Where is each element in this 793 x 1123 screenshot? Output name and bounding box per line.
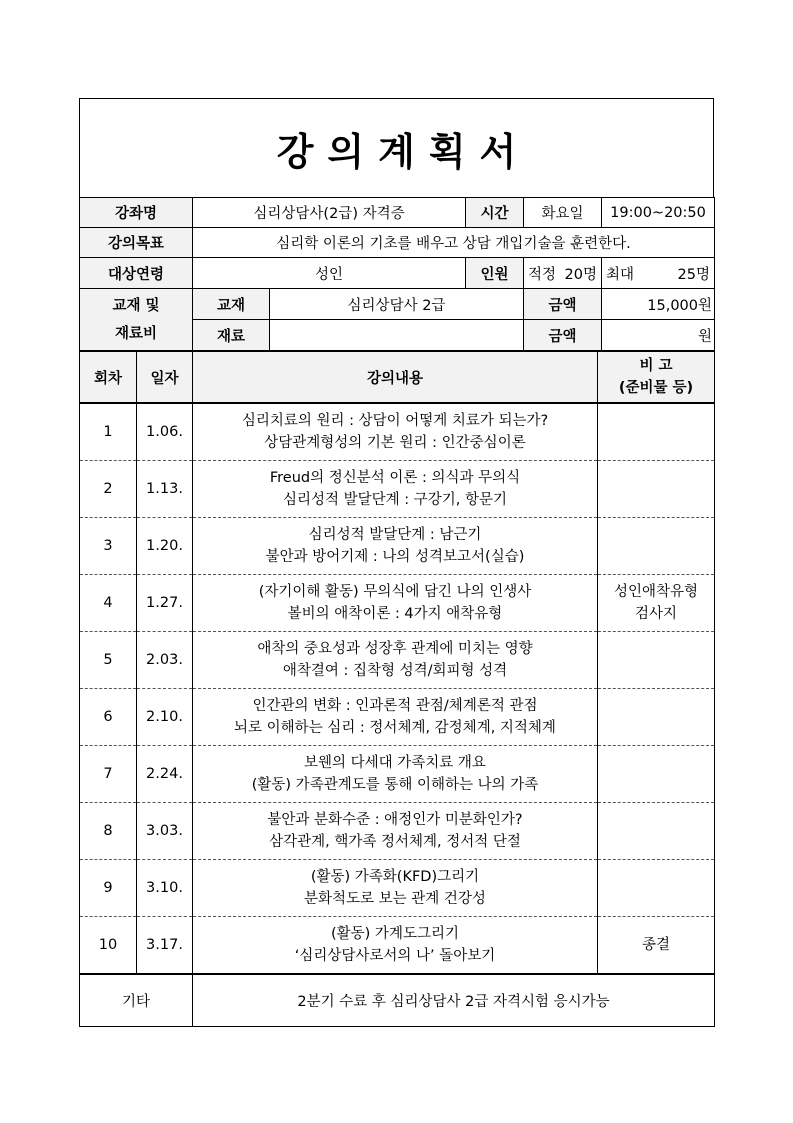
session-number: 7 xyxy=(80,746,137,803)
session-row xyxy=(80,860,715,917)
min-value: 20명 xyxy=(564,266,597,283)
course-name-row xyxy=(80,198,715,228)
course-info-table xyxy=(79,197,715,351)
session-content xyxy=(193,632,598,689)
other-row xyxy=(80,975,715,1027)
supplies-label: 재료 xyxy=(193,320,270,351)
schedule-header-row xyxy=(80,352,715,403)
session-row xyxy=(80,689,715,746)
min-label: 적정 xyxy=(528,266,557,283)
session-content-line1: 심리치료의 원리 : 상담이 어떻게 치료가 되는가? xyxy=(241,413,549,429)
session-row xyxy=(80,917,715,974)
note-header xyxy=(598,352,715,403)
session-number: 2 xyxy=(80,461,137,518)
textbook-row xyxy=(80,289,715,320)
session-content xyxy=(193,461,598,518)
note-header-line2: (준비물 등) xyxy=(618,380,694,396)
goal-value: 심리학 이론의 기초를 배우고 상담 개입기술을 훈련한다. xyxy=(193,228,715,258)
session-row xyxy=(80,518,715,575)
session-content-line1: 불안과 분화수준 : 애정인가 미분화인가? xyxy=(267,812,523,828)
session-note-line2: 검사지 xyxy=(634,606,678,622)
session-row xyxy=(80,632,715,689)
goal-label: 강의목표 xyxy=(80,228,193,258)
session-content-line2: 심리성적 발달단계 : 구강기, 항문기 xyxy=(282,492,508,508)
session-row xyxy=(80,803,715,860)
session-number: 10 xyxy=(80,917,137,974)
textbook-label: 교재 xyxy=(193,289,270,320)
sessions-table xyxy=(79,403,715,974)
session-note-line1: 종결 xyxy=(641,937,670,953)
session-content-line2: 삼각관계, 핵가족 정서체계, 정서적 단절 xyxy=(269,834,521,850)
session-date: 1.13. xyxy=(137,461,193,518)
session-content-line1: (활동) 가계도그리기 xyxy=(331,926,459,942)
max-value: 25명 xyxy=(677,266,711,283)
note-header-line1: 비 고 xyxy=(639,358,673,374)
time-label: 시간 xyxy=(466,198,524,228)
session-note xyxy=(598,404,715,461)
capacity-max xyxy=(602,258,715,289)
session-content-line1: (활동) 가족화(KFD)그리기 xyxy=(310,869,480,885)
lecture-plan-document xyxy=(79,98,714,1027)
session-number: 1 xyxy=(80,404,137,461)
session-number: 4 xyxy=(80,575,137,632)
other-table xyxy=(79,974,715,1027)
session-content xyxy=(193,689,598,746)
session-note xyxy=(598,689,715,746)
session-content-line2: ‘심리상담사로서의 나’ 돌아보기 xyxy=(294,948,496,964)
document-title: 강의계획서 xyxy=(276,129,531,174)
session-number: 6 xyxy=(80,689,137,746)
session-date: 3.17. xyxy=(137,917,193,974)
session-date: 1.06. xyxy=(137,404,193,461)
session-content xyxy=(193,518,598,575)
content-header: 강의내용 xyxy=(193,352,598,403)
session-date: 2.24. xyxy=(137,746,193,803)
max-label: 최대 xyxy=(606,266,635,283)
materials-label-line2: 재료비 xyxy=(114,325,158,342)
textbook-amount: 15,000원 xyxy=(602,289,715,320)
session-note xyxy=(598,746,715,803)
course-name-label: 강좌명 xyxy=(80,198,193,228)
session-date: 3.10. xyxy=(137,860,193,917)
session-row xyxy=(80,404,715,461)
session-content-line1: 보웬의 다세대 가족치료 개요 xyxy=(304,755,486,771)
supplies-amount-label: 금액 xyxy=(524,320,602,351)
session-note xyxy=(598,518,715,575)
date-header: 일자 xyxy=(137,352,193,403)
other-label: 기타 xyxy=(80,975,193,1027)
session-content-line2: 불안과 방어기제 : 나의 성격보고서(실습) xyxy=(265,549,525,565)
capacity-label: 인원 xyxy=(466,258,524,289)
textbook-amount-label: 금액 xyxy=(524,289,602,320)
day-value: 화요일 xyxy=(524,198,602,228)
session-date: 1.20. xyxy=(137,518,193,575)
supplies-value xyxy=(270,320,524,351)
session-number: 3 xyxy=(80,518,137,575)
hours-value: 19:00~20:50 xyxy=(602,198,715,228)
session-content-line2: 애착결여 : 집착형 성격/회피형 성격 xyxy=(282,663,508,679)
session-row xyxy=(80,746,715,803)
session-row xyxy=(80,575,715,632)
title-box xyxy=(79,98,714,197)
session-content-line1: 심리성적 발달단계 : 남근기 xyxy=(308,527,482,543)
session-content-line1: Freud의 정신분석 이론 : 의식과 무의식 xyxy=(269,470,521,486)
session-note xyxy=(598,860,715,917)
session-note xyxy=(598,917,715,974)
session-content-line2: (활동) 가족관계도를 통해 이해하는 나의 가족 xyxy=(251,777,539,793)
session-date: 2.10. xyxy=(137,689,193,746)
session-content-line2: 볼비의 애착이론 : 4가지 애착유형 xyxy=(287,606,503,622)
session-note xyxy=(598,803,715,860)
textbook-value: 심리상담사 2급 xyxy=(270,289,524,320)
session-content xyxy=(193,803,598,860)
session-note-line1: 성인애착유형 xyxy=(613,584,699,600)
other-text: 2분기 수료 후 심리상담사 2급 자격시험 응시가능 xyxy=(193,975,715,1027)
session-date: 2.03. xyxy=(137,632,193,689)
session-content-line1: (자기이해 활동) 무의식에 담긴 나의 인생사 xyxy=(258,584,532,600)
session-content xyxy=(193,860,598,917)
session-row xyxy=(80,461,715,518)
materials-label-line1: 교재 및 xyxy=(112,297,160,314)
session-content xyxy=(193,746,598,803)
session-note xyxy=(598,575,715,632)
goal-row xyxy=(80,228,715,258)
target-label: 대상연령 xyxy=(80,258,193,289)
supplies-amount: 원 xyxy=(602,320,715,351)
capacity-min xyxy=(524,258,602,289)
session-note xyxy=(598,461,715,518)
target-value: 성인 xyxy=(193,258,466,289)
session-content xyxy=(193,575,598,632)
session-content-line1: 애착의 중요성과 성장후 관계에 미치는 영향 xyxy=(257,641,533,657)
session-content-line2: 뇌로 이해하는 심리 : 정서체계, 감정체계, 지적체계 xyxy=(234,720,556,736)
session-content-line2: 분화척도로 보는 관계 건강성 xyxy=(304,891,486,907)
session-date: 3.03. xyxy=(137,803,193,860)
session-number: 9 xyxy=(80,860,137,917)
session-content xyxy=(193,404,598,461)
schedule-table xyxy=(79,351,715,403)
course-name: 심리상담사(2급) 자격증 xyxy=(193,198,466,228)
session-content-line1: 인간관의 변화 : 인과론적 관점/체계론적 관점 xyxy=(252,698,538,714)
materials-label xyxy=(80,289,193,351)
session-content xyxy=(193,917,598,974)
session-date: 1.27. xyxy=(137,575,193,632)
session-note xyxy=(598,632,715,689)
session-number: 5 xyxy=(80,632,137,689)
session-header: 회차 xyxy=(80,352,137,403)
target-row xyxy=(80,258,715,289)
session-number: 8 xyxy=(80,803,137,860)
sessions-body xyxy=(80,404,715,974)
session-content-line2: 상담관계형성의 기본 원리 : 인간중심이론 xyxy=(264,435,526,451)
